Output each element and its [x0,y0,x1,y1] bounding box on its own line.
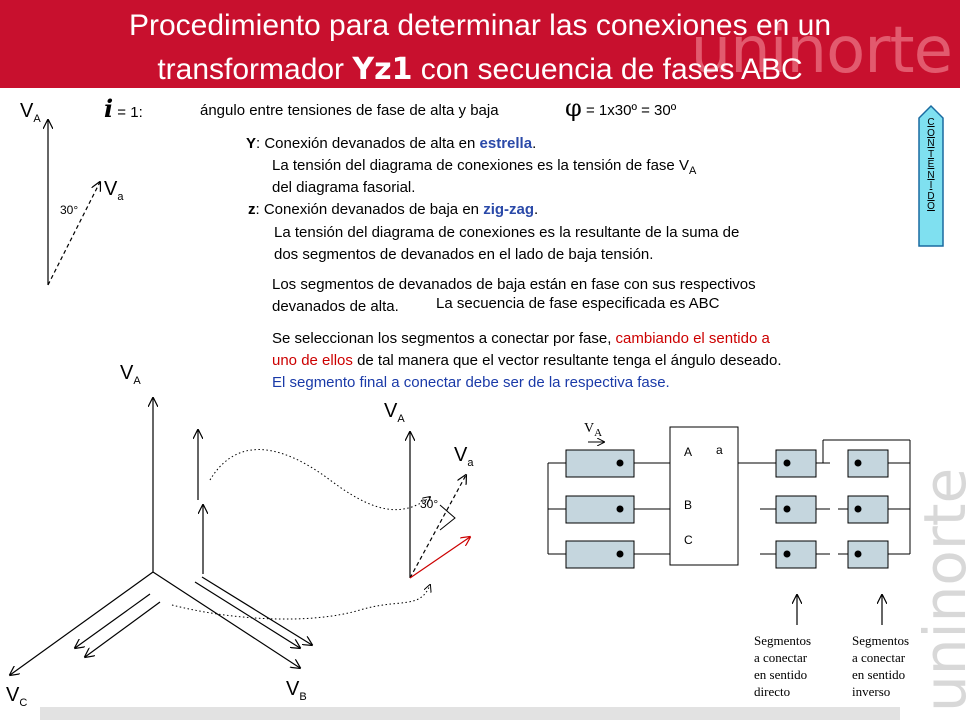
phasor-va-small-top [48,182,100,285]
star-connection-diagram [10,398,430,675]
label-va-right: $V_A$ [384,400,405,425]
contenido-letter[interactable]: T [927,148,935,160]
contenido-letter[interactable]: N [927,169,935,181]
segments-line-1: Los segmentos de devanados de baja están en fase con sus respectivos [272,276,756,293]
label-va-small-right: $V_a$ [454,444,474,469]
z-detail-line-2: dos segmentos de devanados en el lado de baja tensión. [274,246,654,263]
y-detail-line-1: La tensión del diagrama de conexiones es la tensión de fase $V_A$ [272,157,697,177]
angle-label-top: 30° [60,203,79,217]
sequence-line: La secuencia de fase especificada es ABC [436,295,720,312]
title-line-1: Procedimiento para determinar las conexiones en un [128,9,832,42]
z-detail-line-1: La tensión del diagrama de conexiones es la resultante de la suma de [274,224,740,241]
caption-direct: Segmentos a conectar en sentido directo [754,633,812,699]
angle-label-right: 30° [420,497,439,511]
phase-label-small-a: a [716,443,723,457]
contenido-letter[interactable]: D [927,190,935,202]
phase-label-c: C [684,533,693,547]
label-va-connection: $V_A$ [584,421,603,439]
transform-index: i = 1: [104,94,143,123]
phase-label-b: B [684,498,693,512]
side-watermark: uninorte [911,467,979,712]
contenido-letter[interactable]: C [927,117,935,128]
phi-value: = 1x30º = 30º [586,102,677,119]
title-line-2: transformador Yz1 con secuencia de fases ABC [157,52,803,87]
label-va-top: $V_A$ [20,100,41,125]
phi-symbol: φ [565,94,582,122]
contenido-letter[interactable]: N [927,138,935,149]
select-line-3: El segmento final a conectar debe ser de la respectiva fase. [272,374,670,391]
select-line-2: uno de ellos de tal manera que el vector resultante tenga el ángulo deseado. [272,352,782,369]
z-connection-line: z: Conexión devanados de baja en zig-zag. [248,201,539,218]
label-vc-star: $V_C$ [6,684,28,709]
contenido-letter[interactable]: O [927,127,935,139]
y-detail-line-2: del diagrama fasorial. [272,179,416,196]
contenido-letter[interactable]: O [927,201,935,212]
select-line-1: Se seleccionan los segmentos a conectar por fase, cambiando el sentido a [272,330,770,347]
watermark-logo: uninorte [690,14,952,88]
contenido-letter[interactable]: I [929,180,933,191]
y-connection-line: Y: Conexión devanados de alta en estrella. [246,135,537,152]
connection-diagram [548,427,910,625]
segments-line-2: devanados de alta. [272,298,399,315]
label-va-star: $V_A$ [120,362,141,387]
label-vb-star: $V_B$ [286,678,307,703]
phase-label-a: A [684,445,693,459]
angle-description: ángulo entre tensiones de fase de alta y baja [200,102,499,119]
label-va-small-top: $V_a$ [104,178,124,203]
caption-inverse: Segmentos a conectar en sentido inverso [852,633,910,699]
contenido-letter[interactable]: E [927,159,935,170]
